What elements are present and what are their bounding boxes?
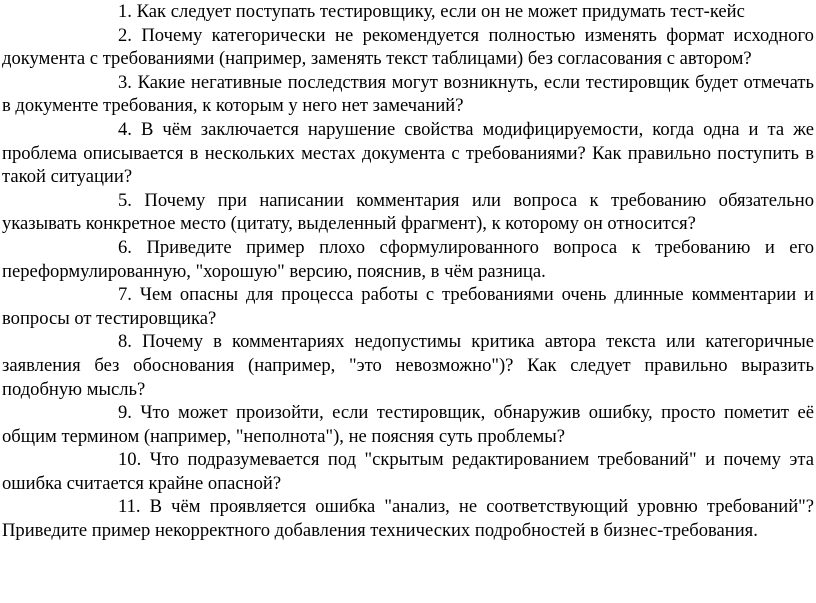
question-text: В чём проявляется ошибка "анализ, не соответствующий уровню требований"? Приведите пример некорректного добавления технических подробностей в бизнес-требования. [2, 496, 814, 542]
question-text: Что может произойти, если тестировщик, обнаружив ошибку, просто пометит её общим термином (например, "неполнота"), не поясняя суть проблемы? [2, 402, 814, 447]
question-6 [2, 236, 814, 283]
question-text: Почему при написании комментария или вопроса к требованию обязательно указывать конкретное место (цитату, выделенный фрагмент), к которому он относится? [2, 189, 815, 235]
question-number: 4. [118, 118, 132, 140]
question-10 [2, 448, 814, 495]
question-text: Как следует поступать тестировщику, если он не может придумать тест-кейс [136, 1, 745, 22]
question-text: Почему в комментариях недопустимы критика автора текста или категоричные заявления без обоснования (например, "это невозможно")? Как следует правильно выразить подобную мысль? [2, 331, 815, 400]
question-number: 10. [118, 449, 142, 471]
question-text: Приведите пример плохо сформулированного вопроса к требованию и его переформулированную, "хорошую" версию, пояснив, в чём разница. [2, 236, 814, 282]
question-number: 1. [118, 1, 132, 22]
question-9 [2, 401, 814, 448]
question-text: Почему категорически не рекомендуется полностью изменять формат исходного документа с требованиями (например, заменять текст таблицами) без согласования с автором? [2, 24, 814, 70]
question-number: 2. [118, 24, 132, 46]
question-number: 5. [118, 189, 132, 211]
question-7 [2, 283, 814, 330]
question-2 [2, 24, 814, 71]
question-11 [2, 495, 814, 542]
question-text: В чём заключается нарушение свойства модифицируемости, когда одна и та же проблема описывается в нескольких местах документа с требованиями? Как правильно поступить в такой ситуации? [2, 118, 814, 188]
question-number: 6. [118, 236, 132, 258]
question-number: 8. [118, 331, 132, 353]
question-8 [2, 330, 814, 401]
question-1 [2, 0, 814, 24]
question-number: 11. [118, 496, 141, 518]
question-3 [2, 71, 814, 118]
question-text: Что подразумевается под "скрытым редактированием требований" и почему эта ошибка считается крайне опасной? [2, 449, 814, 494]
question-number: 7. [118, 284, 132, 306]
question-4 [2, 118, 814, 189]
question-number: 3. [118, 71, 132, 93]
question-number: 9. [118, 402, 132, 424]
question-5 [2, 189, 814, 236]
question-text: Чем опасны для процесса работы с требованиями очень длинные комментарии и вопросы от тестировщика? [2, 284, 815, 329]
question-text: Какие негативные последствия могут возникнуть, если тестировщик будет отмечать в документе требования, к которым у него нет замечаний? [2, 71, 815, 117]
